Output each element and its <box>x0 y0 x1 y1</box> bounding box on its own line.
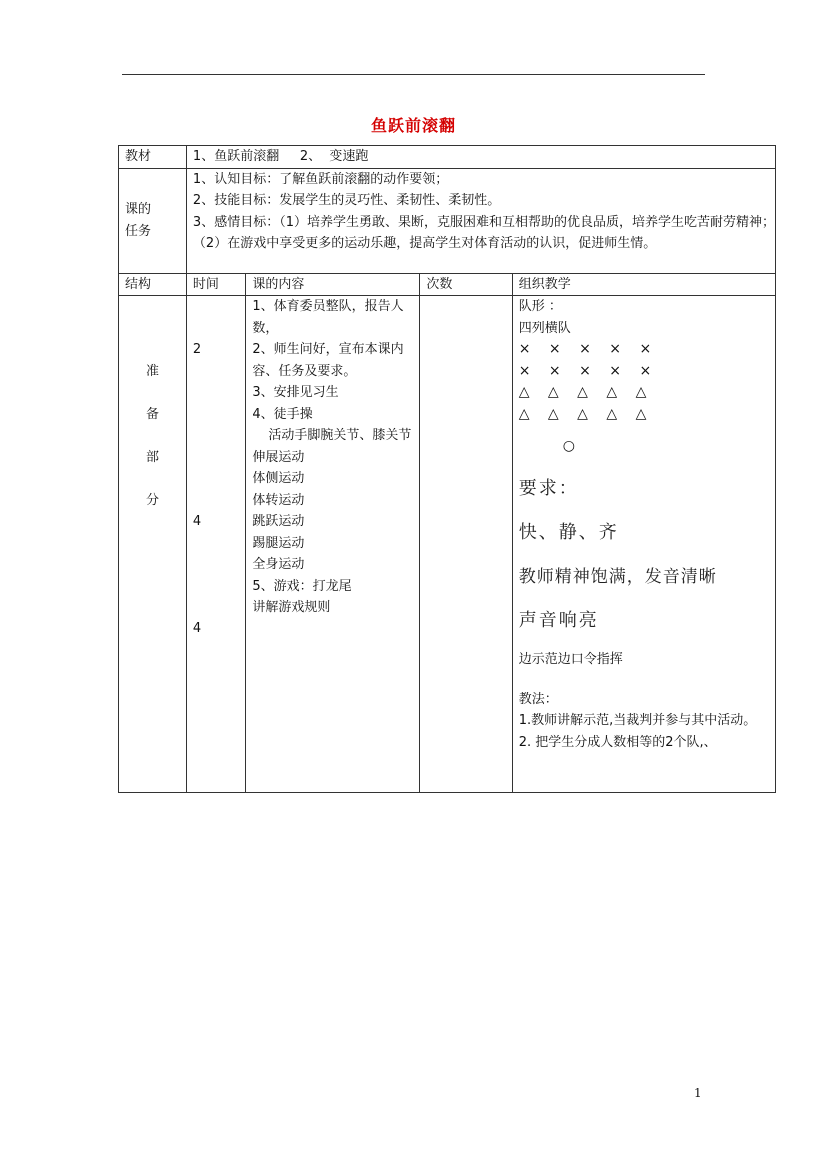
teacher-position-icon: ○ <box>562 438 575 454</box>
time-value: 4 <box>192 621 202 636</box>
content-line: 全身运动 <box>252 557 305 572</box>
lesson-plan-table <box>118 145 776 793</box>
tasks-label-text: 课的任务 <box>125 202 152 239</box>
organization-cell <box>512 296 775 793</box>
header-organization: 组织教学 <box>512 273 775 296</box>
content-cell <box>246 296 420 793</box>
formation-row: × × × × × <box>518 362 659 379</box>
requirements-label: 要求： <box>518 478 579 499</box>
requirement-line: 教师精神饱满，发音清晰 <box>518 567 717 587</box>
method-line: 2. 把学生分成人数相等的2个队,、 <box>518 734 717 750</box>
content-line: 活动手脚腕关节、膝关节 <box>268 428 412 443</box>
page-title: 鱼跃前滚翻 <box>370 116 456 135</box>
formation-row: △ △ △ △ △ <box>518 384 654 400</box>
time-cell <box>186 296 245 793</box>
content-line: 体侧运动 <box>252 471 305 486</box>
header-structure: 结构 <box>119 273 187 296</box>
preparation-row <box>119 296 776 793</box>
structure-char: 分 <box>145 493 159 508</box>
content-line: 3、安排见习生 <box>252 385 339 400</box>
method-label: 教法： <box>518 691 558 707</box>
formation-name: 四列横队 <box>518 320 571 336</box>
content-line: 跳跃运动 <box>252 514 305 529</box>
content-line: 1、体育委员整队，报告人数， <box>252 299 404 336</box>
textbook-content: 1、鱼跃前滚翻 2、 变速跑 <box>186 146 775 169</box>
header-rule <box>122 74 705 75</box>
content-line: 伸展运动 <box>252 449 305 465</box>
content-line: 踢腿运动 <box>252 535 305 551</box>
time-value: 2 <box>192 342 202 357</box>
requirement-line: 快、静、齐 <box>518 522 619 543</box>
goal-cognitive: 1、认知目标：了解鱼跃前滚翻的动作要领； <box>192 171 449 187</box>
textbook-row <box>119 146 776 169</box>
structure-char: 准 <box>145 364 159 379</box>
structure-cell <box>119 296 187 793</box>
header-content: 课的内容 <box>246 273 420 296</box>
content-line: 体转运动 <box>252 492 305 508</box>
goal-skill: 2、技能目标：发展学生的灵巧性、柔韧性、柔韧性。 <box>192 193 501 208</box>
goal-emotional: 3、感情目标：（1）培养学生勇敢、果断，克服困难和互相帮助的优良品质，培养学生吃苦耐劳精神；（2）在游戏中享受更多的运动乐趣，提高学生对体育活动的认识，促进师生情。 <box>192 214 775 251</box>
tasks-row <box>119 168 776 273</box>
content-line: 5、游戏：打龙尾 <box>252 578 352 594</box>
header-count: 次数 <box>420 273 512 296</box>
formation-row: △ △ △ △ △ <box>518 405 654 422</box>
content-line: 讲解游戏规则 <box>252 600 331 615</box>
formation-label: 队形 ： <box>518 299 562 314</box>
tasks-label <box>119 168 187 273</box>
content-line: 4、徒手操 <box>252 406 313 422</box>
tasks-content <box>186 168 775 273</box>
count-cell <box>420 296 512 793</box>
textbook-label: 教材 <box>119 146 187 169</box>
formation-row: × × × × × <box>518 341 659 357</box>
time-value: 4 <box>192 513 202 529</box>
method-line: 1.教师讲解示范,当裁判并参与其中活动。 <box>518 713 757 728</box>
header-time: 时间 <box>186 273 245 296</box>
content-line: 2、师生问好，宣布本课内容、任务及要求。 <box>252 342 404 379</box>
structure-char: 部 <box>145 450 159 465</box>
page-number: 1 <box>694 1086 702 1100</box>
requirement-line: 声音响亮 <box>518 610 599 631</box>
structure-char: 备 <box>145 407 159 422</box>
demo-note: 边示范边口令指挥 <box>518 652 623 667</box>
column-header-row <box>119 273 776 296</box>
